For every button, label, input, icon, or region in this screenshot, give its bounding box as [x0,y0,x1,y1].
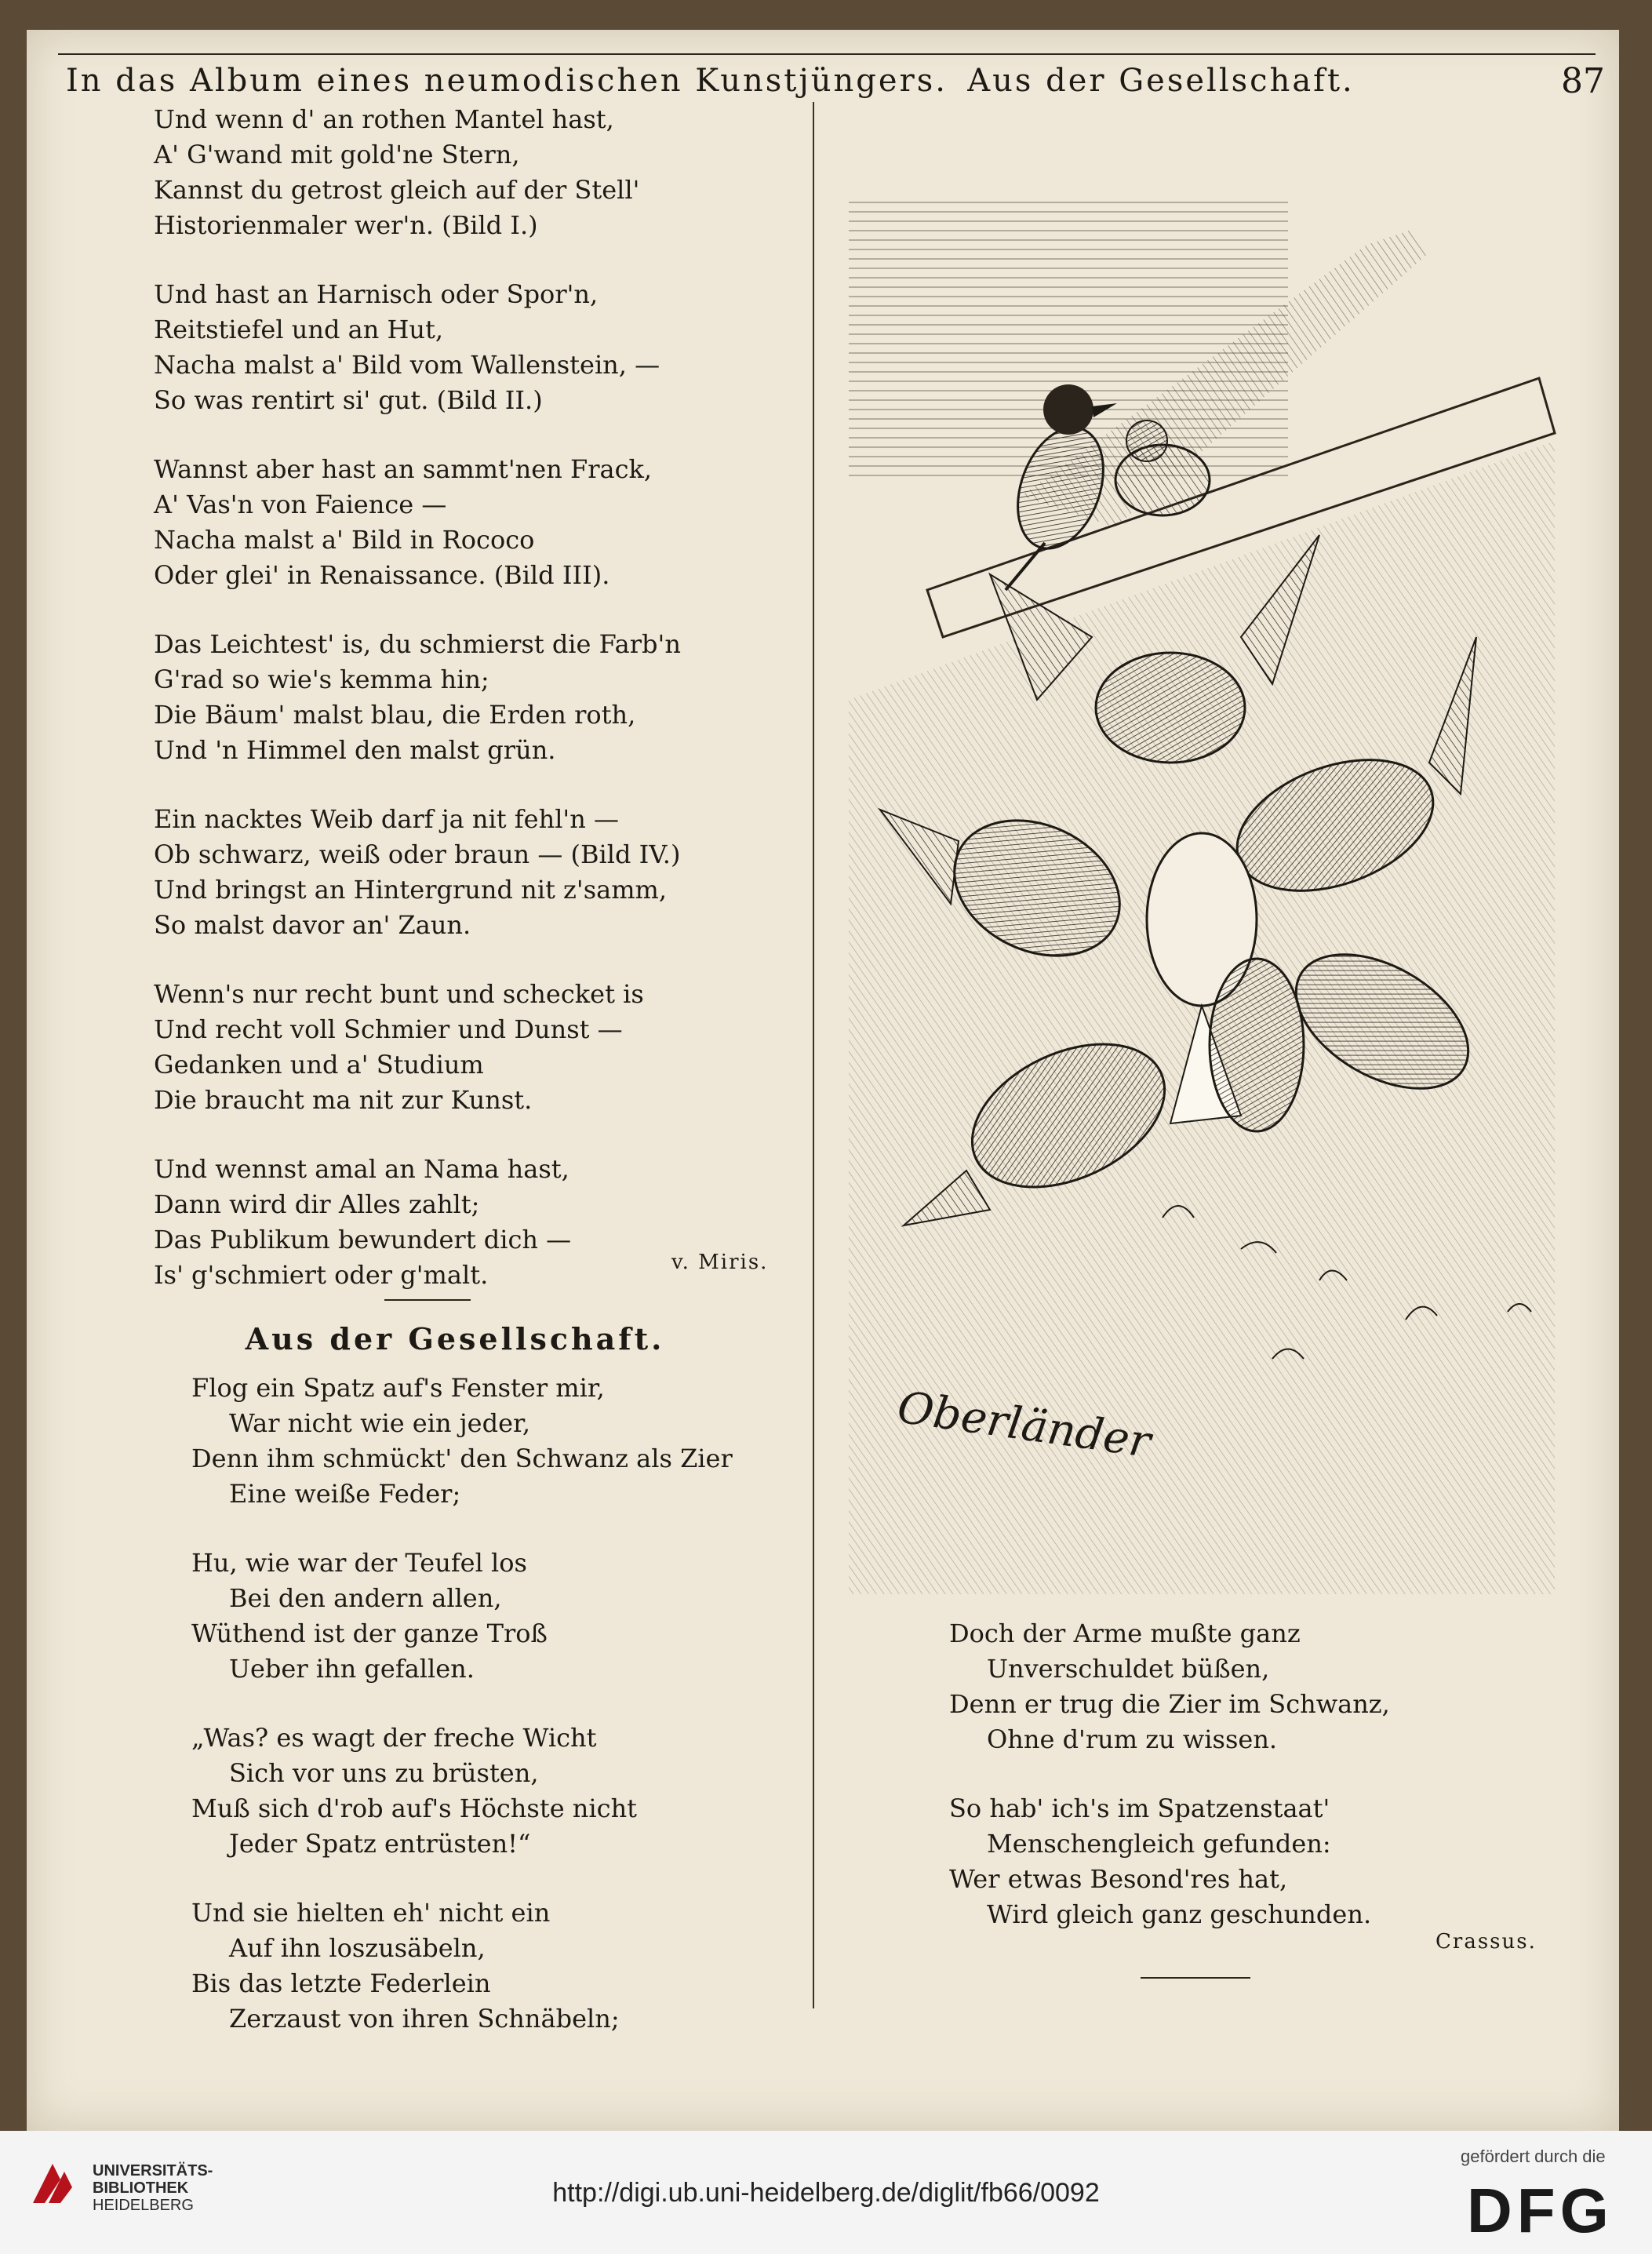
verse-line: Und 'n Himmel den malst grün. [154,735,556,765]
verse-line: Is' g'schmiert oder g'malt. [154,1260,489,1290]
verse-line: Wer etwas Besond'res hat, [949,1864,1288,1894]
verse-line: Dann wird dir Alles zahlt; [154,1189,480,1219]
verse-line: Ein nacktes Weib darf ja nit fehl'n — [154,804,619,834]
verse-line: Historienmaler wer'n. (Bild I.) [154,210,538,240]
stanza [154,627,681,768]
running-header-right: Aus der Gesellschaft. [967,63,1355,99]
poem-gesellschaft [191,1371,733,2070]
verse-line: A' G'wand mit gold'ne Stern, [154,140,520,169]
verse-line: Hu, wie war der Teufel los [191,1548,527,1578]
verse-line: A' Vas'n von Faience — [154,490,447,519]
stanza [154,977,681,1118]
verse-line: Doch der Arme mußte ganz [949,1619,1301,1648]
sponsor-text: gefördert durch die [1461,2147,1606,2166]
verse-line: Denn er trug die Zier im Schwanz, [949,1689,1390,1719]
verse-line: Und hast an Harnisch oder Spor'n, [154,279,599,309]
verse-line: Die Bäum' malst blau, die Erden roth, [154,700,636,730]
stanza [949,1791,1390,1932]
verse-line: Zerzaust von ihren Schnäbeln; [229,2004,620,2034]
verse-line: Eine weiße Feder; [229,1479,461,1509]
running-header-left: In das Album eines neumodischen Kunstjüngers. [66,63,948,99]
verse-line: Wird gleich ganz geschunden. [987,1899,1372,1929]
verse-line: Denn ihm schmückt' den Schwanz als Zier [191,1444,733,1473]
verse-line: Menschengleich gefunden: [987,1829,1331,1859]
stanza [154,1152,681,1293]
artist-signature: Oberländer [894,1382,1154,1469]
verse-line: Unverschuldet büßen, [987,1654,1270,1684]
verse-line: War nicht wie ein jeder, [229,1408,530,1438]
verse-line: Wannst aber hast an sammt'nen Frack, [154,454,653,484]
author-signature: Crassus. [1435,1930,1537,1954]
verse-line: Auf ihn loszusäbeln, [229,1933,486,1963]
poem-gesellschaft-continued [949,1616,1390,1966]
stanza [191,1371,733,1512]
verse-line: Das Leichtest' is, du schmierst die Farb'n [154,629,681,659]
verse-line: So hab' ich's im Spatzenstaat' [949,1793,1330,1823]
author-signature: v. Miris. [671,1251,769,1274]
verse-line: Ohne d'rum zu wissen. [987,1724,1278,1754]
poem-kunstjuenger [154,102,681,1327]
library-name-line: HEIDELBERG [93,2197,194,2214]
verse-line: Bei den andern allen, [229,1583,502,1613]
verse-line: Oder glei' in Renaissance. (Bild III). [154,560,610,590]
verse-line: Gedanken und a' Studium [154,1050,484,1080]
stanza [154,102,681,243]
stanza [191,1721,733,1862]
verse-line: Bis das letzte Federlein [191,1968,491,1998]
verse-line: Ueber ihn gefallen. [229,1654,475,1684]
stanza [949,1616,1390,1757]
verse-line: Und sie hielten eh' nicht ein [191,1898,551,1928]
library-name-line: BIBLIOTHEK [93,2179,189,2197]
verse-line: Kannst du getrost gleich auf der Stell' [154,175,640,205]
verse-line: G'rad so wie's kemma hin; [154,665,489,694]
stanza [154,277,681,418]
verse-line: Sich vor uns zu brüsten, [229,1758,539,1788]
sparrow-illustration [833,198,1570,1594]
stanza [154,452,681,593]
verse-line: „Was? es wagt der freche Wicht [191,1723,597,1753]
verse-line: Und wenn d' an rothen Mantel hast, [154,104,614,134]
page-number: 87 [1561,61,1605,101]
verse-line: Und wennst amal an Nama hast, [154,1154,569,1184]
digitization-footer [0,2131,1652,2254]
stanza [154,802,681,943]
section-rule [1141,1977,1250,1979]
verse-line: Und recht voll Schmier und Dunst — [154,1014,623,1044]
verse-line: Das Publikum bewundert dich — [154,1225,572,1254]
section-rule [384,1299,471,1301]
poem-title: Aus der Gesellschaft. [245,1321,665,1356]
verse-line: Wenn's nur recht bunt und schecket is [154,979,644,1009]
permalink[interactable]: http://digi.ub.uni-heidelberg.de/diglit/fb66/0092 [552,2178,1100,2208]
verse-line: Nacha malst a' Bild in Rococo [154,525,535,555]
verse-line: Nacha malst a' Bild vom Wallenstein, — [154,350,660,380]
verse-line: Muß sich d'rob auf's Höchste nicht [191,1793,638,1823]
verse-line: Ob schwarz, weiß oder braun — (Bild IV.) [154,839,681,869]
library-name-line: UNIVERSITÄTS- [93,2162,213,2179]
verse-line: Und bringst an Hintergrund nit z'samm, [154,875,668,905]
dfg-logo: DFG [1467,2176,1614,2245]
stanza [191,1895,733,2037]
verse-line: Wüthend ist der ganze Troß [191,1619,548,1648]
column-divider [813,102,814,2008]
verse-line: Die braucht ma nit zur Kunst. [154,1085,533,1115]
verse-line: Reitstiefel und an Hut, [154,315,444,344]
verse-line: So malst davor an' Zaun. [154,910,471,940]
stanza [191,1546,733,1687]
verse-line: So was rentirt si' gut. (Bild II.) [154,385,543,415]
verse-line: Flog ein Spatz auf's Fenster mir, [191,1373,605,1403]
verse-line: Jeder Spatz entrüsten!“ [229,1829,531,1859]
